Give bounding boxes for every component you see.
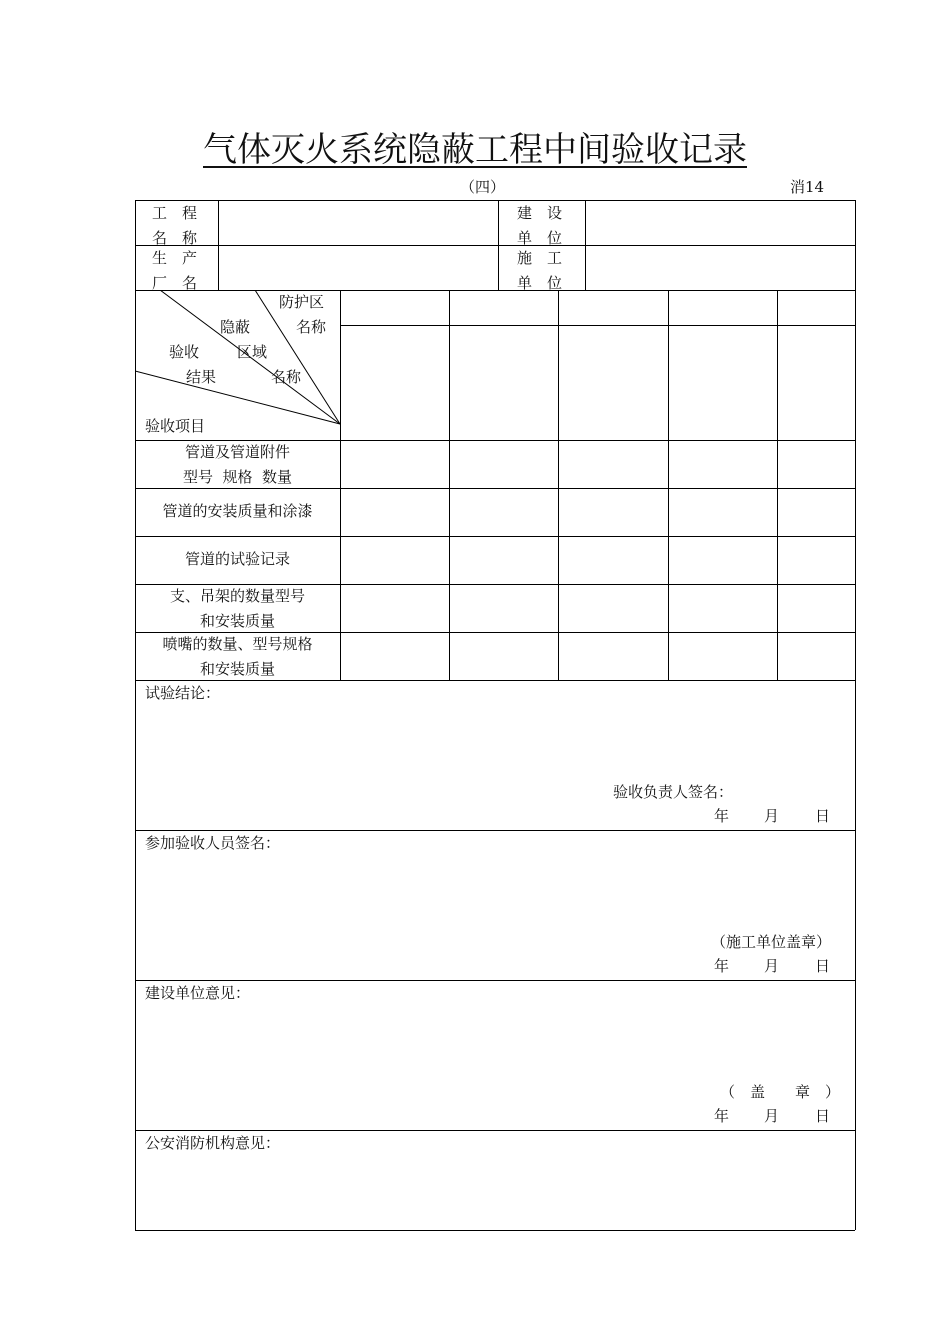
diag-protection-zone: 防护区 — [279, 293, 325, 311]
date-month: 月 — [764, 807, 780, 825]
construction-unit-label: 建 设 单 位 — [517, 204, 563, 247]
date-month: 月 — [764, 1107, 780, 1125]
date-year: 年 — [714, 957, 730, 975]
manufacturer-field[interactable] — [222, 248, 494, 288]
diag-item: 验收项目 — [145, 417, 206, 435]
diag-area-name: 名称 — [271, 368, 302, 386]
item-row-pipes: 管道及管道附件 型号 规格 数量 — [182, 443, 293, 486]
date-day: 日 — [815, 1107, 831, 1125]
project-name-field[interactable] — [222, 203, 494, 243]
item-row-install-quality: 管道的安装质量和涂漆 — [162, 502, 313, 520]
diag-zone-name: 名称 — [296, 318, 327, 336]
form-code: 消14 — [790, 178, 825, 196]
project-name-label: 工 程 名 称 — [152, 204, 198, 247]
diag-result: 结果 — [186, 368, 217, 386]
subtitle: （四） — [460, 178, 506, 196]
manufacturer-label: 生 产 厂 名 — [152, 249, 198, 292]
date-day: 日 — [815, 957, 831, 975]
test-conclusion-label: 试验结论： — [145, 684, 221, 702]
participants-label: 参加验收人员签名： — [145, 834, 281, 852]
fire-authority-opinion-label: 公安消防机构意见： — [145, 1134, 281, 1152]
date-day: 日 — [815, 807, 831, 825]
page-title: 气体灭火系统隐蔽工程中间验收记录 — [203, 130, 747, 170]
owner-seal-label: （ 盖 章 ） — [720, 1083, 841, 1101]
builder-seal-label: （施工单位盖章） — [711, 933, 832, 951]
diag-acceptance: 验收 — [169, 343, 200, 361]
diag-area: 区域 — [237, 343, 268, 361]
item-row-supports: 支、吊架的数量型号 和安装质量 — [169, 587, 305, 630]
diag-hidden: 隐蔽 — [220, 318, 251, 336]
construction-unit-field[interactable] — [589, 203, 851, 243]
item-row-nozzles: 喷嘴的数量、型号规格 和安装质量 — [162, 635, 313, 678]
builder-unit-label: 施 工 单 位 — [517, 249, 563, 292]
owner-opinion-label: 建设单位意见： — [145, 984, 251, 1002]
item-row-test-record: 管道的试验记录 — [184, 550, 290, 568]
acceptance-signer-label: 验收负责人签名： — [613, 783, 734, 801]
date-year: 年 — [714, 1107, 730, 1125]
date-year: 年 — [714, 807, 730, 825]
date-month: 月 — [764, 957, 780, 975]
builder-unit-field[interactable] — [589, 248, 851, 288]
